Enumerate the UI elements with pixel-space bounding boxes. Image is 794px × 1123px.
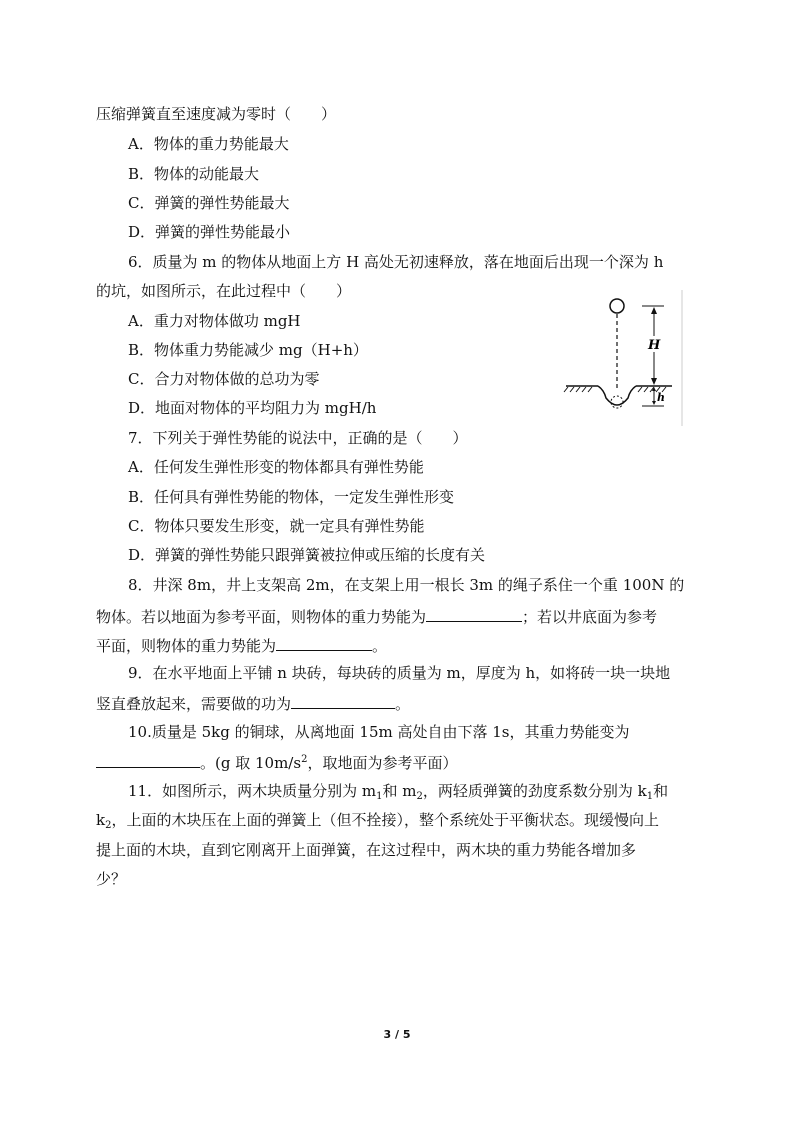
q11-sub-m2: 2	[416, 791, 423, 802]
q10-answer-blank[interactable]	[96, 751, 200, 768]
ball-top	[610, 299, 624, 313]
q11-line4: 少？	[96, 870, 127, 888]
q11-text-a: 11．如图所示，两木块质量分别为 m	[128, 782, 377, 800]
q11-text-f: ，上面的木块压在上面的弹簧上（但不拴接），整个系统处于平衡状态。现缓慢向上	[111, 811, 659, 829]
q11-text-c: ，两轻质弹簧的劲度系数分别为 k	[422, 782, 647, 800]
q10-stem: 10.质量是 5kg 的铜球，从离地面 15m 高处自由下落 1s，其重力势能变为	[128, 723, 630, 741]
q11-text-b: 和 m	[382, 782, 417, 800]
q7-option-d: D．弹簧的弹性势能只跟弹簧被拉伸或压缩的长度有关	[128, 546, 486, 564]
q7-option-b: B．任何具有弹性势能的物体，一定发生弹性形变	[128, 488, 455, 506]
q8-answer-blank-2[interactable]	[276, 634, 372, 651]
q6-option-a: A．重力对物体做功 mgH	[128, 312, 301, 330]
q11-text-e: k	[96, 811, 106, 829]
q10-line2	[96, 751, 457, 776]
q8-text-b: ；若以井底面为参考	[522, 608, 658, 626]
label-H: H	[648, 338, 661, 353]
q10-text-a: 。(g 取 10m/s	[200, 754, 302, 772]
q11-stem	[128, 781, 668, 804]
q9-answer-blank[interactable]	[291, 692, 395, 709]
q10-text-b: ，取地面为参考平面）	[307, 754, 458, 772]
q11-sub-k2: 2	[105, 820, 112, 831]
q11-sub-m1: 1	[376, 791, 383, 802]
q8-answer-blank-1[interactable]	[426, 605, 522, 622]
q6-option-b: B．物体重力势能减少 mg（H+h）	[128, 341, 368, 359]
q5-option-a: A．物体的重力势能最大	[128, 135, 289, 153]
pit	[598, 386, 636, 405]
q6-figure	[562, 290, 686, 430]
q11-line2	[96, 810, 659, 833]
q8-text-a: 物体。若以地面为参考平面，则物体的重力势能为	[96, 608, 427, 626]
q6-stem: 6．质量为 m 的物体从地面上方 H 高处无初速释放，落在地面后出现一个深为 h	[128, 253, 664, 271]
page-number: 3 / 5	[383, 1028, 411, 1041]
q5-option-b: B．物体的动能最大	[128, 165, 260, 183]
q6-stem-cont: 的坑，如图所示，在此过程中（ ）	[96, 282, 352, 300]
q5-option-d: D．弹簧的弹性势能最小	[128, 223, 291, 241]
q8-text-d: 。	[372, 637, 388, 655]
ball-bottom	[611, 396, 623, 408]
q7-option-c: C．物体只要发生形变，就一定具有弹性势能	[128, 517, 425, 535]
q8-line3	[96, 634, 387, 656]
q8-text-c: 平面，则物体的重力势能为	[96, 637, 277, 655]
q9-line2	[96, 692, 410, 714]
label-h: h	[657, 391, 665, 404]
q6-option-c: C．合力对物体做的总功为零	[128, 370, 320, 388]
q9-text-a: 竖直叠放起来，需要做的功为	[96, 695, 292, 713]
q9-stem: 9．在水平地面上平铺 n 块砖，每块砖的质量为 m，厚度为 h，如将砖一块一块地	[128, 664, 671, 682]
q7-option-a: A．任何发生弹性形变的物体都具有弹性势能	[128, 458, 424, 476]
q11-text-d: 和	[653, 782, 669, 800]
q11-line3: 提上面的木块，直到它刚离开上面弹簧，在这过程中，两木块的重力势能各增加多	[96, 841, 637, 859]
q7-stem: 7．下列关于弹性势能的说法中，正确的是（ ）	[128, 429, 468, 447]
q8-stem: 8．井深 8m，井上支架高 2m，在支架上用一根长 3m 的绳子系住一个重 100N 的	[128, 576, 685, 594]
q11-sub-k1: 1	[646, 791, 654, 802]
q5-stem-end: 压缩弹簧直至速度减为零时（ ）	[96, 105, 337, 123]
q6-option-d: D．地面对物体的平均阻力为 mgH/h	[128, 399, 377, 417]
q8-line2	[96, 605, 657, 627]
q10-exponent: 2	[301, 754, 308, 765]
q9-text-b: 。	[395, 695, 411, 713]
q5-option-c: C．弹簧的弹性势能最大	[128, 194, 290, 212]
